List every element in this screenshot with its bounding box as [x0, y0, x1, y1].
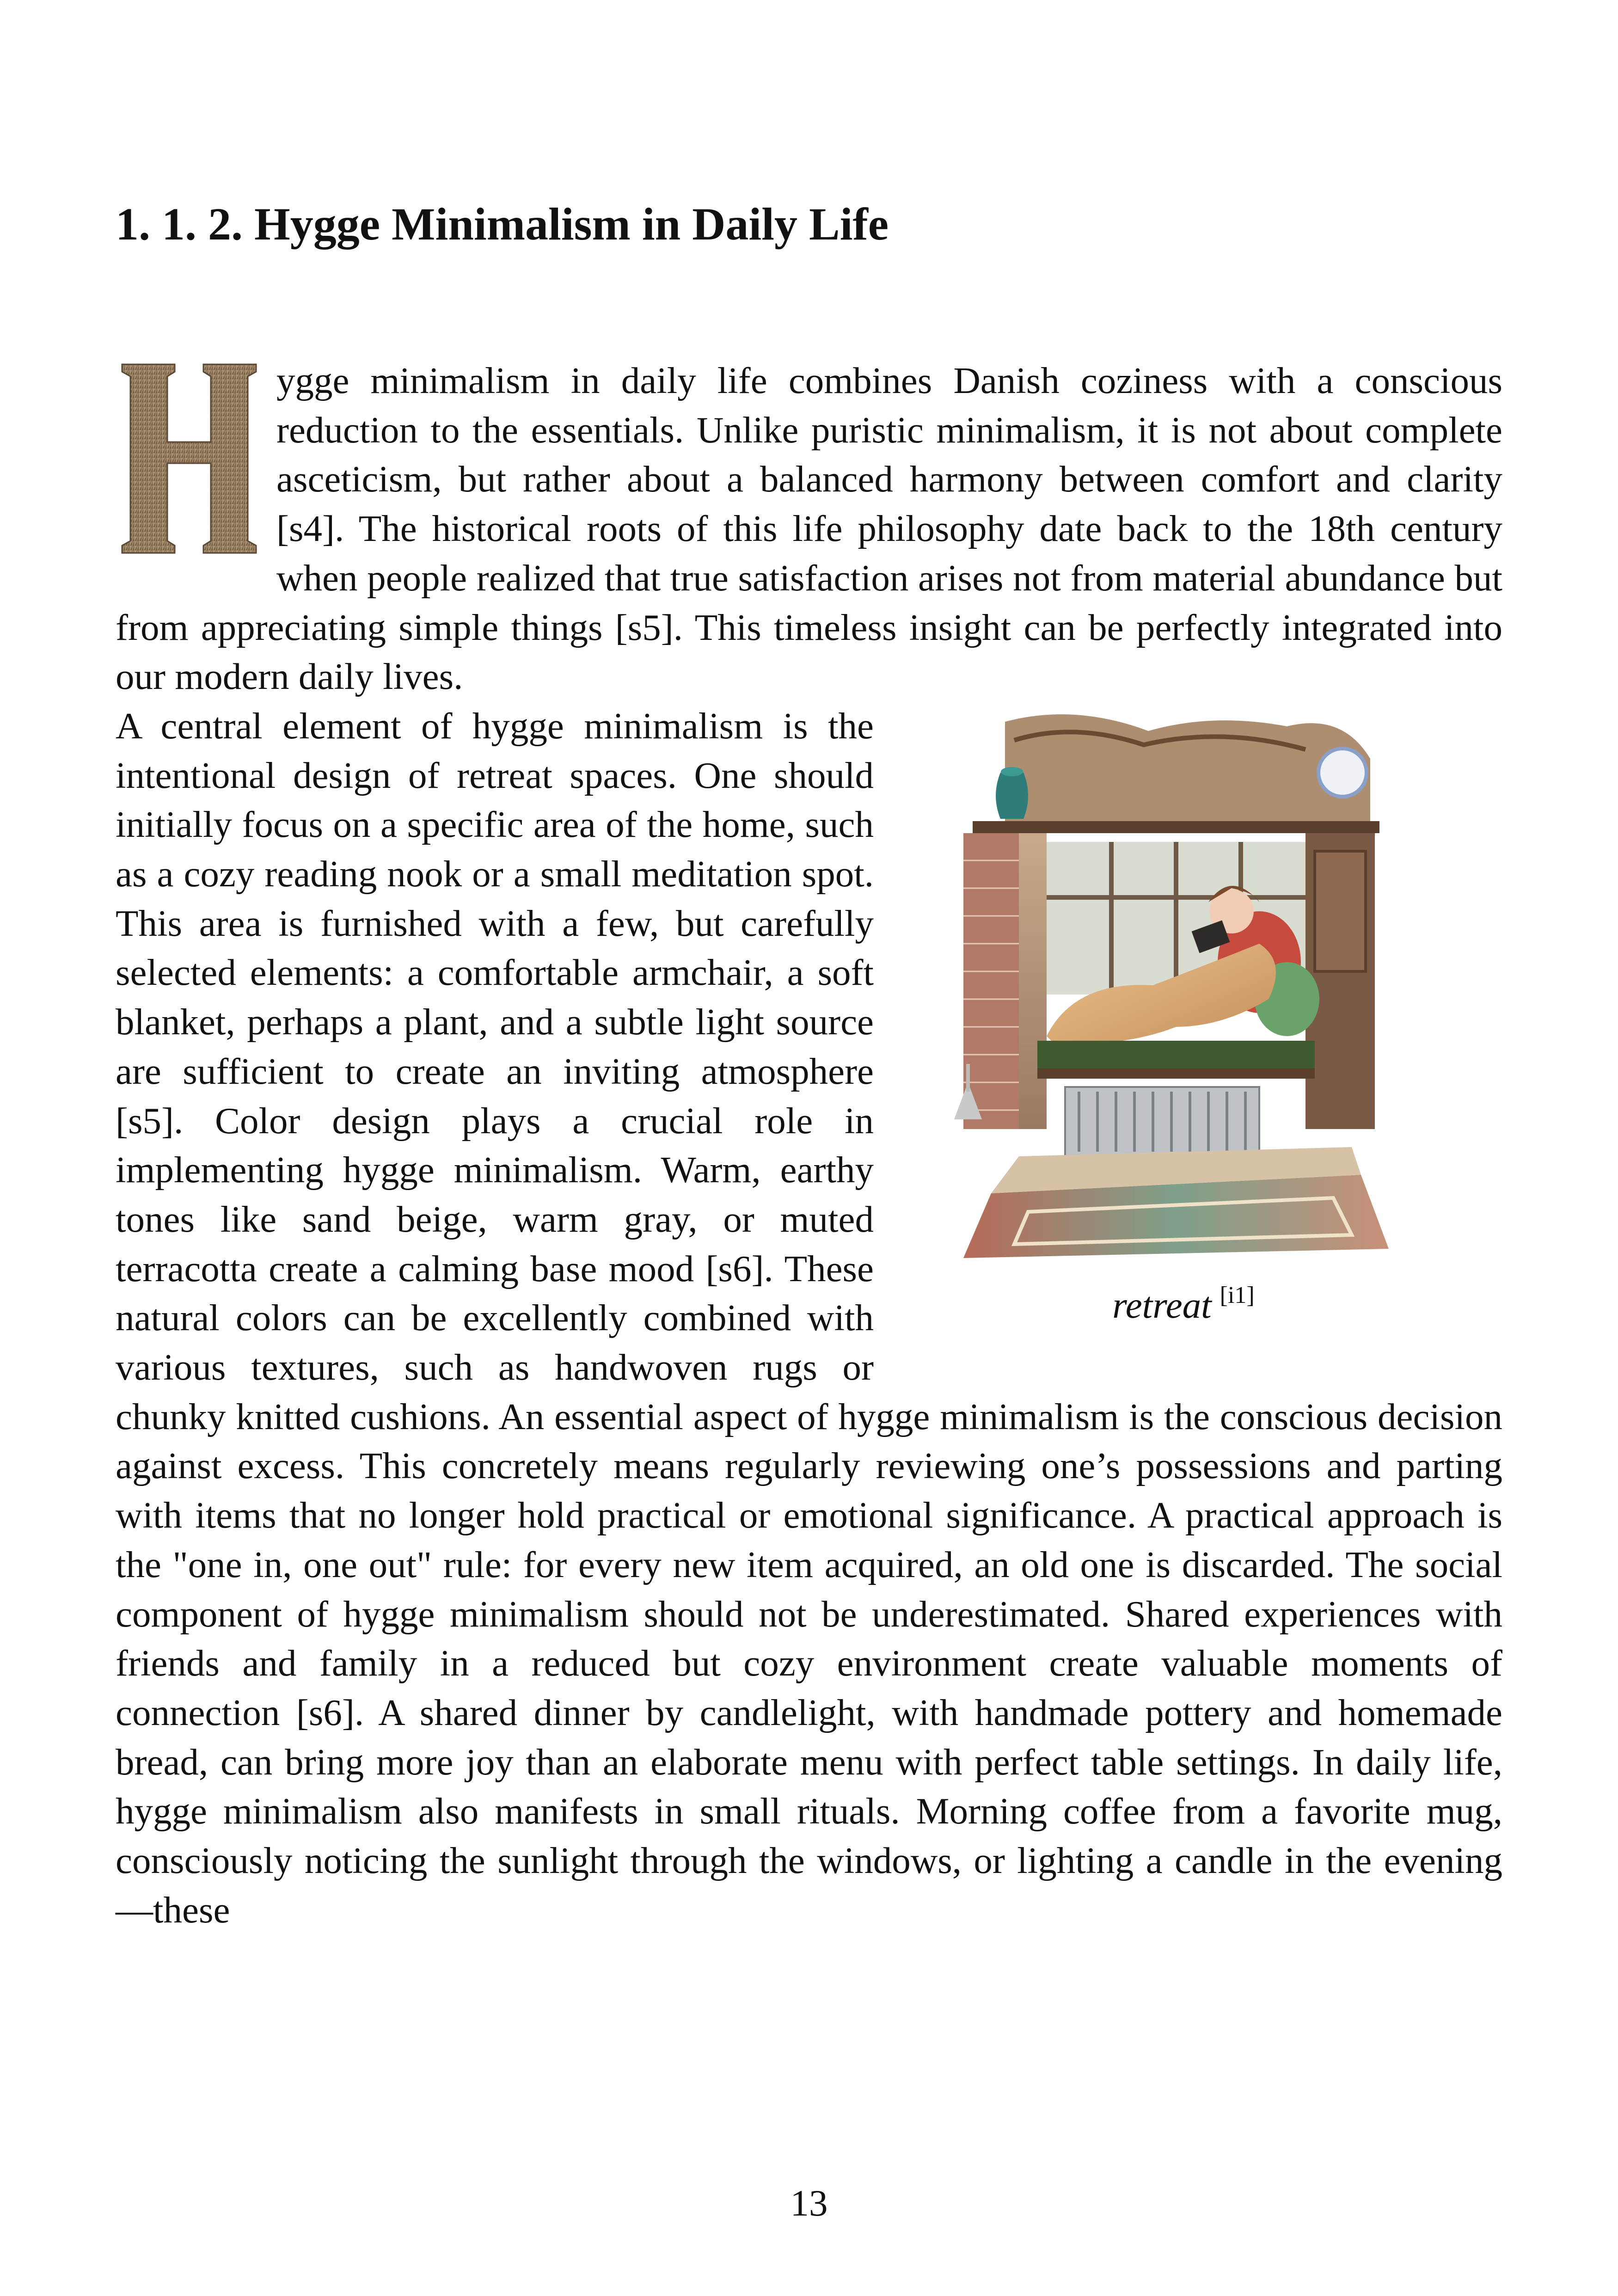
page-number: 13 [790, 2182, 828, 2224]
caption-text: retreat [1112, 1284, 1212, 1326]
body-text [116, 356, 1502, 1935]
paragraph-intro: ygge minimalism in daily life combines Danish coziness with a conscious reduction to the essentials. Unlike puristic minimalism, it is not about complete asceticism, but rather about a balanced harmony between comfort and clarity [s4]. The historical roots of this life philosophy date back to the 18th century when people realized that true satisfaction arises not from material abundance but from appreciating simple things [s5]. This timeless insight can be perfectly integrated into our modern daily lives. [116, 360, 1502, 698]
section-heading: 1. 1. 2. Hygge Minimalism in Daily Life [116, 198, 889, 250]
paragraph-main: A central element of hygge minimalism is the intentional design of retreat spaces. One should initially focus on a specific area of the home, such as a cozy reading nook or a small meditation spot. This area is furnished with a few, but carefully selected elements: a comfortable armchair, a soft blanket, perhaps a plant, and a subtle light source are sufficient to create an inviting atmosphere [s5]. Color design plays a crucial role in implementing hygge minimalism. Warm, earthy tones like sand beige, warm gray, or muted terracotta create a calming base mood [s6]. These natural colors can be excellently combined with various textures, such as handwoven rugs or chunky knitted cushions. An essential aspect of hygge minimalism is the conscious decision against excess. This concretely means regularly reviewing one’s possessions and parting with items that no longer hold practical or emotional significance. A practical approach is the "one in, one out" rule: for every new item acquired, an old one is discarded. The social component of hygge minimalism should not be underestimated. Shared experiences with friends and family in a reduced but cozy environment create valuable moments of connection [s6]. A shared dinner by candlelight, with handmade pottery and homemade bread, can bring more joy than an elaborate menu with perfect table settings. In daily life, hygge minimalism also manifests in small rituals. Morning coffee from a favorite mug, consciously noticing the sunlight through the windows, or lighting a candle in the evening—these [116, 705, 1502, 1931]
figure-caption [1022, 1283, 1345, 1324]
drop-cap-letter [116, 361, 263, 557]
caption-ref: [i1] [1220, 1282, 1255, 1308]
retreat-illustration [936, 703, 1405, 1267]
figure-retreat [929, 703, 1502, 1365]
